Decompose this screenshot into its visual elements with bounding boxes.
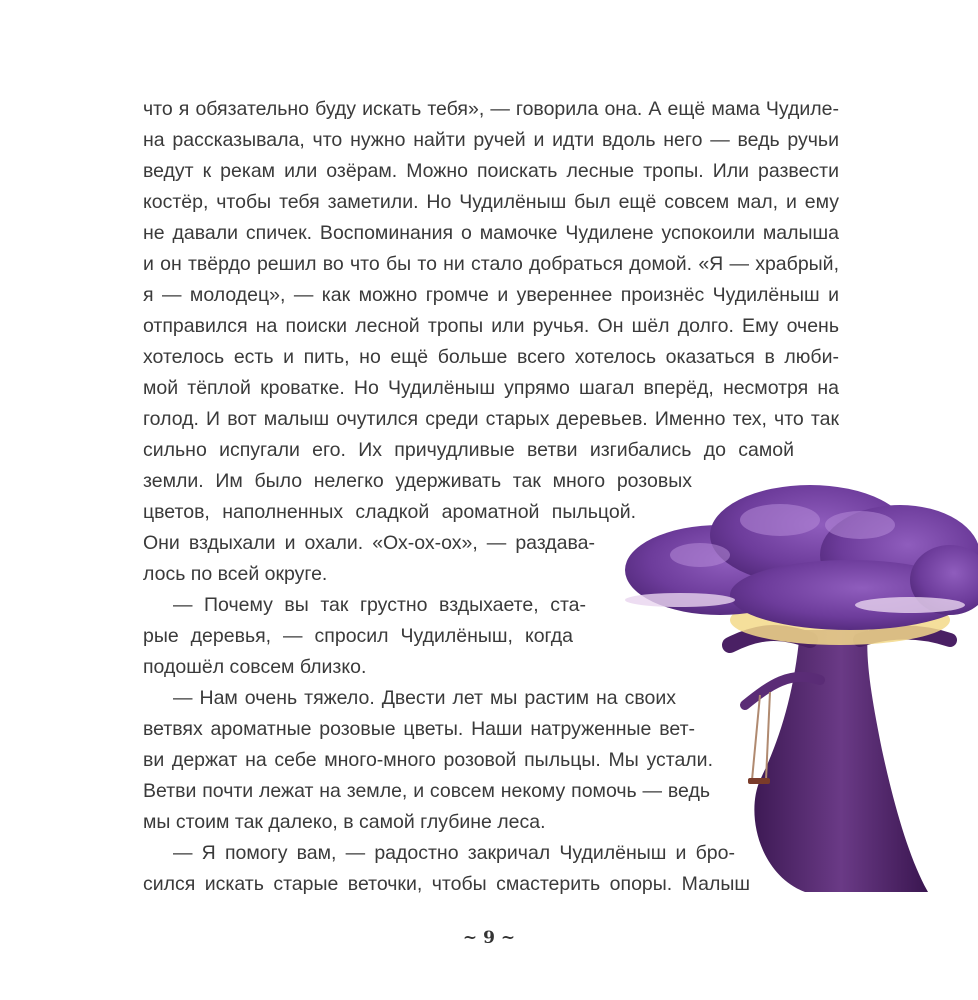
text-line: не давали спичек. Воспоминания о мамочке Чудилене успокоили малыша <box>143 222 839 244</box>
text-line: мой тёплой кроватке. Но Чудилёныш упрямо шагал вперёд, несмотря на <box>143 377 839 399</box>
text-line: лось по всей округе. <box>143 563 328 585</box>
text-line: цветов, наполненных сладкой ароматной пыльцой. <box>143 501 636 523</box>
text-line: на рассказывала, что нужно найти ручей и идти вдоль него — ведь ручьи <box>143 129 839 151</box>
text-line: ведут к рекам или озёрам. Можно поискать лесные тропы. Или развести <box>143 160 839 182</box>
text-line: что я обязательно буду искать тебя», — говорила она. А ещё мама Чудиле- <box>143 98 839 120</box>
text-line: мы стоим так далеко, в самой глубине леса. <box>143 811 546 833</box>
text-line: отправился на поиски лесной тропы или ручья. Он шёл долго. Ему очень <box>143 315 839 337</box>
text-line: ветвях ароматные розовые цветы. Наши натруженные вет- <box>143 718 695 740</box>
text-line: голод. И вот малыш очутился среди старых деревьев. Именно тех, что так <box>143 408 839 430</box>
text-line: я — молодец», — как можно громче и увереннее произнёс Чудилёныш и <box>143 284 839 306</box>
text-line: сился искать старые веточки, чтобы смастерить опоры. Малыш <box>143 873 750 895</box>
tree-illustration <box>610 480 978 900</box>
text-line: костёр, чтобы тебя заметили. Но Чудилёныш был ещё совсем мал, и ему <box>143 191 839 213</box>
text-line: сильно испугали его. Их причудливые ветви изгибались до самой <box>143 439 794 461</box>
text-line: хотелось есть и пить, но ещё больше всего хотелось оказаться в люби- <box>143 346 839 368</box>
text-line: и он твёрдо решил во что бы то ни стало добраться домой. «Я — храбрый, <box>143 253 839 275</box>
text-line: ви держат на себе много-много розовой пыльцы. Мы устали. <box>143 749 713 771</box>
text-line: рые деревья, — спросил Чудилёныш, когда <box>143 625 573 647</box>
page-number: ~ 9 ~ <box>462 928 516 948</box>
text-line: Они вздыхали и охали. «Ох-ох-ох», — раздава- <box>143 532 595 554</box>
text-line: подошёл совсем близко. <box>143 656 367 678</box>
text-line: — Нам очень тяжело. Двести лет мы растим на своих <box>173 687 676 709</box>
text-line: — Я помогу вам, — радостно закричал Чудилёныш и бро- <box>173 842 735 864</box>
text-line: — Почему вы так грустно вздыхаете, ста- <box>173 594 586 616</box>
text-line: земли. Им было нелегко удерживать так много розовых <box>143 470 692 492</box>
text-line: Ветви почти лежат на земле, и совсем некому помочь — ведь <box>143 780 710 802</box>
